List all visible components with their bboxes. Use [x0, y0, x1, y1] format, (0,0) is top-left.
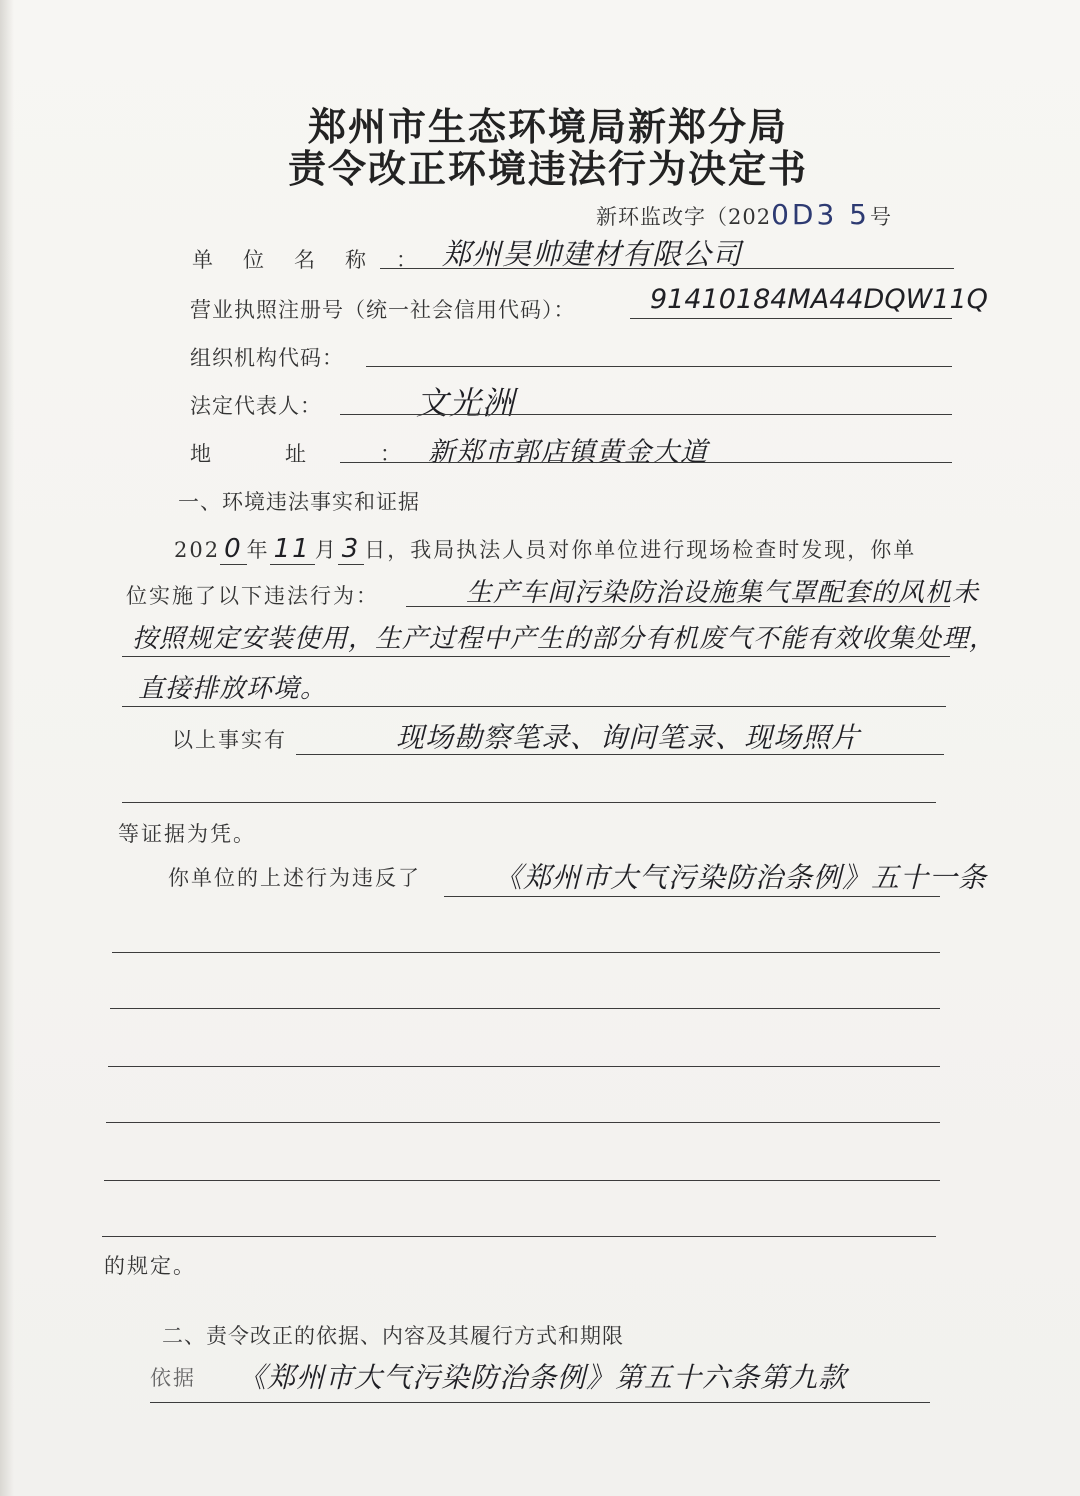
org-code-label: 组织机构代码： [190, 346, 344, 370]
violation-underline-1 [406, 606, 950, 607]
violation-underline-3 [122, 706, 946, 707]
basis-value: 《郑州市大气污染防治条例》第五十六条第九款 [238, 1361, 848, 1394]
blank-line-4 [106, 1122, 940, 1123]
document-number [596, 198, 892, 231]
violation-line-1: 生产车间污染防治设施集气罩配套的风机未 [466, 578, 980, 608]
address-label: 地址： [190, 442, 475, 466]
unit-name-value: 郑州昊帅建材有限公司 [442, 237, 743, 271]
date-prefix: 202 [174, 538, 221, 562]
section-1-heading: 一、环境违法事实和证据 [178, 490, 420, 514]
legal-rep-underline [340, 414, 952, 415]
day-value: 3 [338, 534, 365, 565]
evidence-underline-2 [122, 802, 936, 803]
month-suffix: 月 [314, 538, 338, 562]
license-value: 91410184MA44DQW11Q [650, 284, 988, 315]
doc-no-prefix: 新环监改字（202 [596, 205, 772, 229]
blank-line-5 [104, 1180, 940, 1181]
address-underline [340, 462, 952, 463]
violation-prefix: 位实施了以下违法行为： [126, 584, 379, 608]
page-fold-shadow [0, 0, 14, 1496]
address-value: 新郑市郭店镇黄金大道 [428, 437, 708, 468]
doc-no-suffix: 号 [870, 205, 892, 229]
section-2-heading: 二、责令改正的依据、内容及其履行方式和期限 [162, 1324, 624, 1348]
unit-name-underline [380, 268, 954, 269]
license-underline [630, 318, 952, 319]
org-code-underline [366, 366, 952, 367]
year-suffix: 年 [246, 538, 270, 562]
blank-line-6 [102, 1236, 936, 1237]
basis-underline [150, 1402, 930, 1403]
year-digit: 0 [220, 534, 247, 565]
provision-suffix: 的规定。 [104, 1254, 196, 1278]
violated-regulation: 《郑州市大气污染防治条例》五十一条 [494, 861, 988, 894]
violation-line-2: 按照规定安装使用，生产过程中产生的部分有机废气不能有效收集处理， [132, 624, 997, 654]
blank-line-1 [112, 952, 940, 953]
license-label: 营业执照注册号（统一社会信用代码）： [190, 298, 576, 322]
day-suffix: 日，我局执法人员对你单位进行现场检查时发现，你单 [364, 538, 917, 562]
evidence-suffix: 等证据为凭。 [118, 822, 256, 846]
blank-line-3 [108, 1066, 940, 1067]
inspection-date-line [174, 534, 916, 564]
evidence-prefix: 以上事实有 [172, 728, 287, 752]
legal-rep-label: 法定代表人： [190, 394, 322, 418]
title-line-1: 郑州市生态环境局新郑分局 [308, 104, 789, 149]
title-line-2: 责令改正环境违法行为决定书 [288, 146, 809, 191]
violation-underline-2 [122, 656, 950, 657]
violation-line-3: 直接排放环境。 [138, 674, 328, 704]
doc-no-handwritten: 0D3 5 [771, 198, 870, 231]
basis-prefix: 依据 [150, 1366, 196, 1390]
month-value: 11 [270, 534, 315, 565]
evidence-value: 现场勘察笔录、询问笔录、现场照片 [396, 721, 861, 754]
legal-rep-value: 文光洲 [416, 384, 516, 422]
unit-name-label: 单位名称： [192, 248, 447, 272]
evidence-underline-1 [296, 754, 944, 755]
violated-underline [444, 896, 940, 897]
blank-line-2 [110, 1008, 940, 1009]
violated-prefix: 你单位的上述行为违反了 [168, 866, 421, 890]
